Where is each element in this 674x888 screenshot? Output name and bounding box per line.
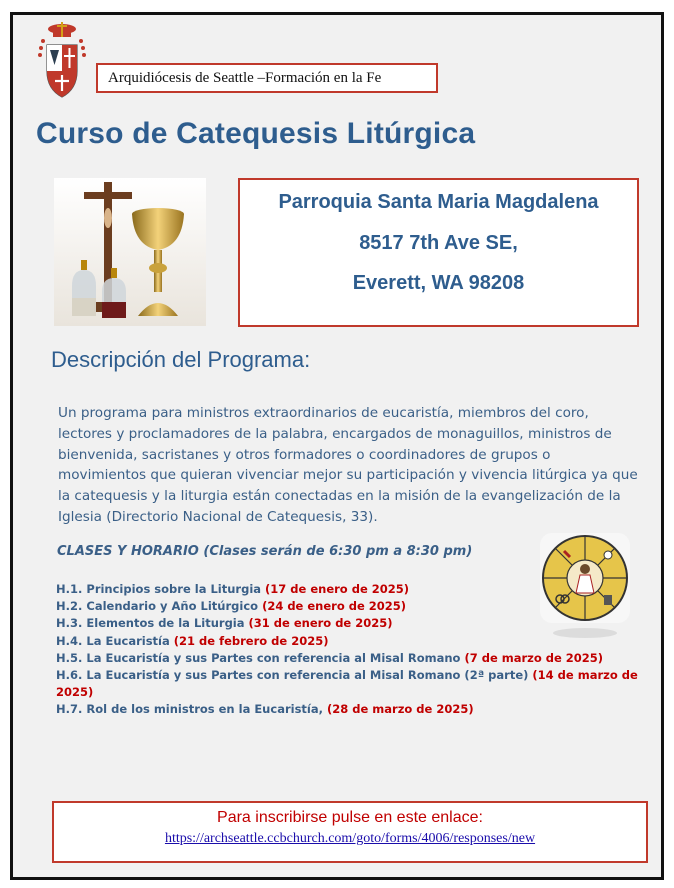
list-item: [56, 667, 640, 701]
organization-label: Arquidiócesis de Seattle –Formación en la Fe: [96, 63, 438, 93]
session-code: H.5.: [56, 650, 83, 665]
signup-link[interactable]: https://archseattle.ccbchurch.com/goto/forms/4006/responses/new: [164, 831, 536, 846]
parish-city: Everett, WA 98208: [352, 272, 525, 294]
session-title: La Eucaristía y sus Partes con referencia al Misal Romano: [86, 650, 461, 665]
description-text: Un programa para ministros extraordinarios de eucaristía, miembros del coro, lectores y proclamadores de la palabra, encargados de monaguillos, ministros de bienvenida, sacristanes y otros formadores o coordinadores de grupos o movimientos que quieran vivenciar mejor su participación y vivencia litúrgica ya que la catequesis y la liturgia están conectadas en la misión de la evangelización de la Iglesia (Directorio Nacional de Catequesis, 33).: [58, 405, 638, 525]
session-title: Elementos de la Liturgia: [86, 616, 245, 631]
list-item: [56, 598, 640, 615]
session-date: (14 de marzo de 2025): [56, 668, 638, 700]
session-date: (7 de marzo de 2025): [464, 650, 604, 665]
parish-street: 8517 7th Ave SE,: [359, 232, 518, 254]
session-code: H.2.: [56, 599, 83, 614]
parish-name: Parroquia Santa Maria Magdalena: [278, 191, 599, 213]
session-title: La Eucaristía y sus Partes con referencia al Misal Romano (2ª parte): [86, 668, 529, 683]
classes-heading: CLASES Y HORARIO (Clases serán de 6:30 pm a 8:30 pm): [57, 544, 473, 559]
session-code: H.7.: [56, 702, 83, 717]
description-heading: Descripción del Programa:: [51, 347, 311, 372]
session-date: (24 de enero de 2025): [262, 599, 407, 614]
session-code: H.4.: [56, 633, 83, 648]
session-title: La Eucaristía: [86, 633, 170, 648]
session-title: Calendario y Año Litúrgico: [86, 599, 259, 614]
session-code: H.3.: [56, 616, 83, 631]
crucifix-chalice-photo: [54, 178, 206, 326]
session-date: (17 de enero de 2025): [265, 582, 410, 596]
session-date: (31 de enero de 2025): [248, 616, 393, 631]
session-date: (21 de febrero de 2025): [173, 633, 329, 648]
session-title: Rol de los ministros en la Eucaristía,: [86, 702, 323, 717]
session-title: Principios sobre la Liturgia: [86, 582, 262, 596]
session-date: (28 de marzo de 2025): [327, 702, 474, 717]
class-schedule-list: [56, 581, 640, 719]
list-item: [56, 581, 640, 598]
list-item: [56, 633, 640, 650]
page-title: Curso de Catequesis Litúrgica: [36, 117, 476, 150]
signup-text: Para inscribirse pulse en este enlace:: [217, 809, 483, 826]
archdiocese-crest-icon: [37, 21, 87, 101]
signup-box: [52, 801, 648, 863]
parish-info-box: [238, 178, 639, 327]
list-item: [56, 650, 640, 667]
list-item: [56, 701, 640, 718]
list-item: [56, 615, 640, 632]
session-code: H.6.: [56, 668, 83, 683]
session-code: H.1.: [56, 582, 83, 596]
